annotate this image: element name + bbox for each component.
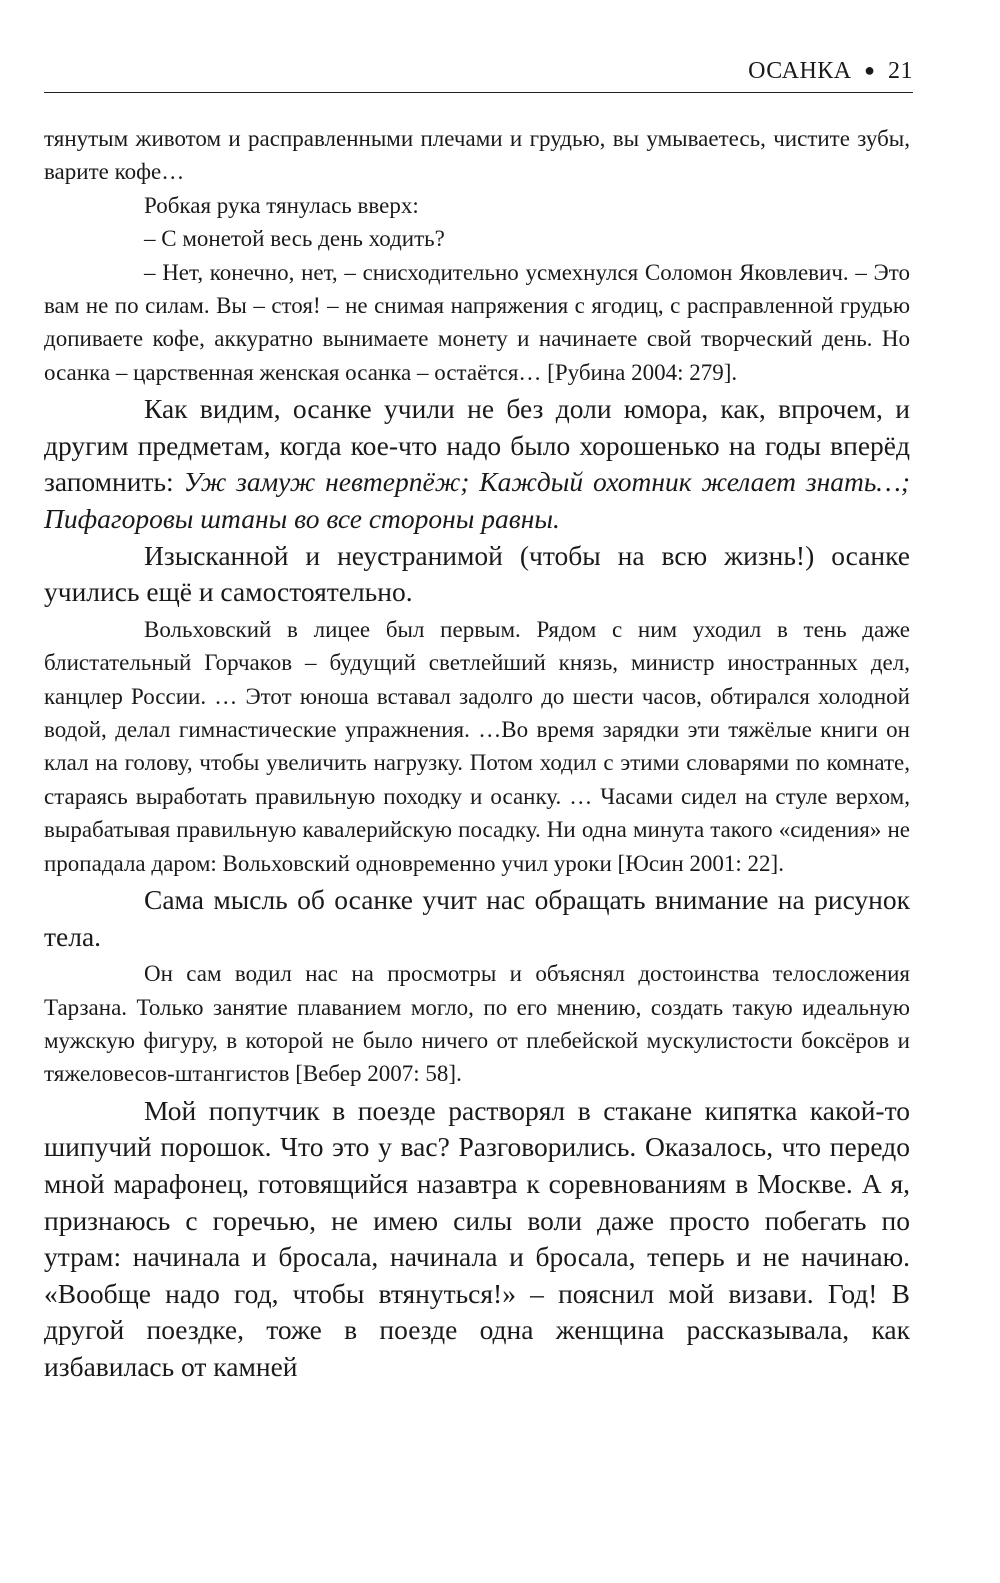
quote-paragraph: – С монетой весь день ходить? (144, 226, 445, 252)
quote-paragraph: Робкая рука тянулась вверх: (144, 192, 419, 218)
quote-continuation: тянутым животом и расправленными плечами и грудью, вы умываетесь, чистите зубы, варите кофе… (44, 126, 910, 185)
main-paragraph-italic: Уж замуж невтерпёж; Каждый охотник желает знать…; Пифагоровы штаны во все стороны равны. (44, 466, 910, 535)
quote-paragraph: Вольховский в лицее был первым. Рядом с ним уходил в тень даже блистательный Горчаков – будущий светлейший князь, министр иностранных дел, канцлер России. … Этот юноша вставал задолго до шести часов, обтирался холодной водой, делал гимнастические упражнения. …Во время зарядки эти тяжёлые книги он клал на голову, чтобы увеличить нагрузку. Потом ходил с этими словарями по комнате, стараясь выработать правильную походку и осанку. … Часами сидел на стуле верхом, вырабатывая правильную кавалерийскую посадку. Ни одна минута такого «сидения» не пропадала даром: Вольховский одновременно учил уроки [Юсин 2001: 22]. (44, 616, 910, 876)
main-paragraph: Изысканной и неустранимой (чтобы на всю жизнь!) осанке учились ещё и самостоятельно. (44, 539, 910, 608)
page-number: 21 (888, 58, 913, 84)
running-header (44, 58, 913, 93)
quote-paragraph: Он сам водил нас на просмотры и объяснял достоинства телосложения Тарзана. Только занятие плаванием могло, по его мнению, создать такую идеальную мужскую фигуру, в которой не было ничего от плебейской мускулистости боксёров и тяжеловесов-штангистов [Вебер 2007: 58]. (44, 961, 910, 1087)
main-paragraph (44, 391, 910, 537)
quote-paragraph: – Нет, конечно, нет, – снисходительно усмехнулся Соломон Яковлевич. – Это вам не по силам. Вы – стоя! – не снимая напряжения с ягодиц, с расправленной грудью допиваете кофе, аккуратно вынимаете монету и начинаете свой творческий день. Но осанка – царственная женская осанка – остаётся… [Рубина 2004: 279]. (44, 259, 910, 385)
page-body (44, 122, 910, 1386)
main-paragraph: Сама мысль об осанке учит нас обращать внимание на рисунок тела. (44, 884, 910, 952)
bullet-separator: ● (864, 60, 876, 80)
main-paragraph-text: Как видим, осанке учили не без доли юмора, как, впрочем, и другим предметам, когда кое-что надо было хорошенько на годы вперёд запомнить: (44, 393, 910, 498)
main-paragraph: Мой попутчик в поезде растворял в стакане кипятка какой-то шипучий порошок. Что это у вас? Разговорились. Оказалось, что передо мной марафонец, готовящийся назавтра к соревнованиям в Москве. А я, признаюсь с горечью, не имею силы воли даже просто побегать по утрам: начинала и бросала, начинала и бросала, теперь и не начинаю. «Вообще надо год, чтобы втянуться!» – пояснил мой визави. Год! В другой поездке, тоже в поезде одна женщина рассказывала, как избавилась от камней (44, 1094, 910, 1383)
chapter-title: ОСАНКА (748, 58, 852, 84)
